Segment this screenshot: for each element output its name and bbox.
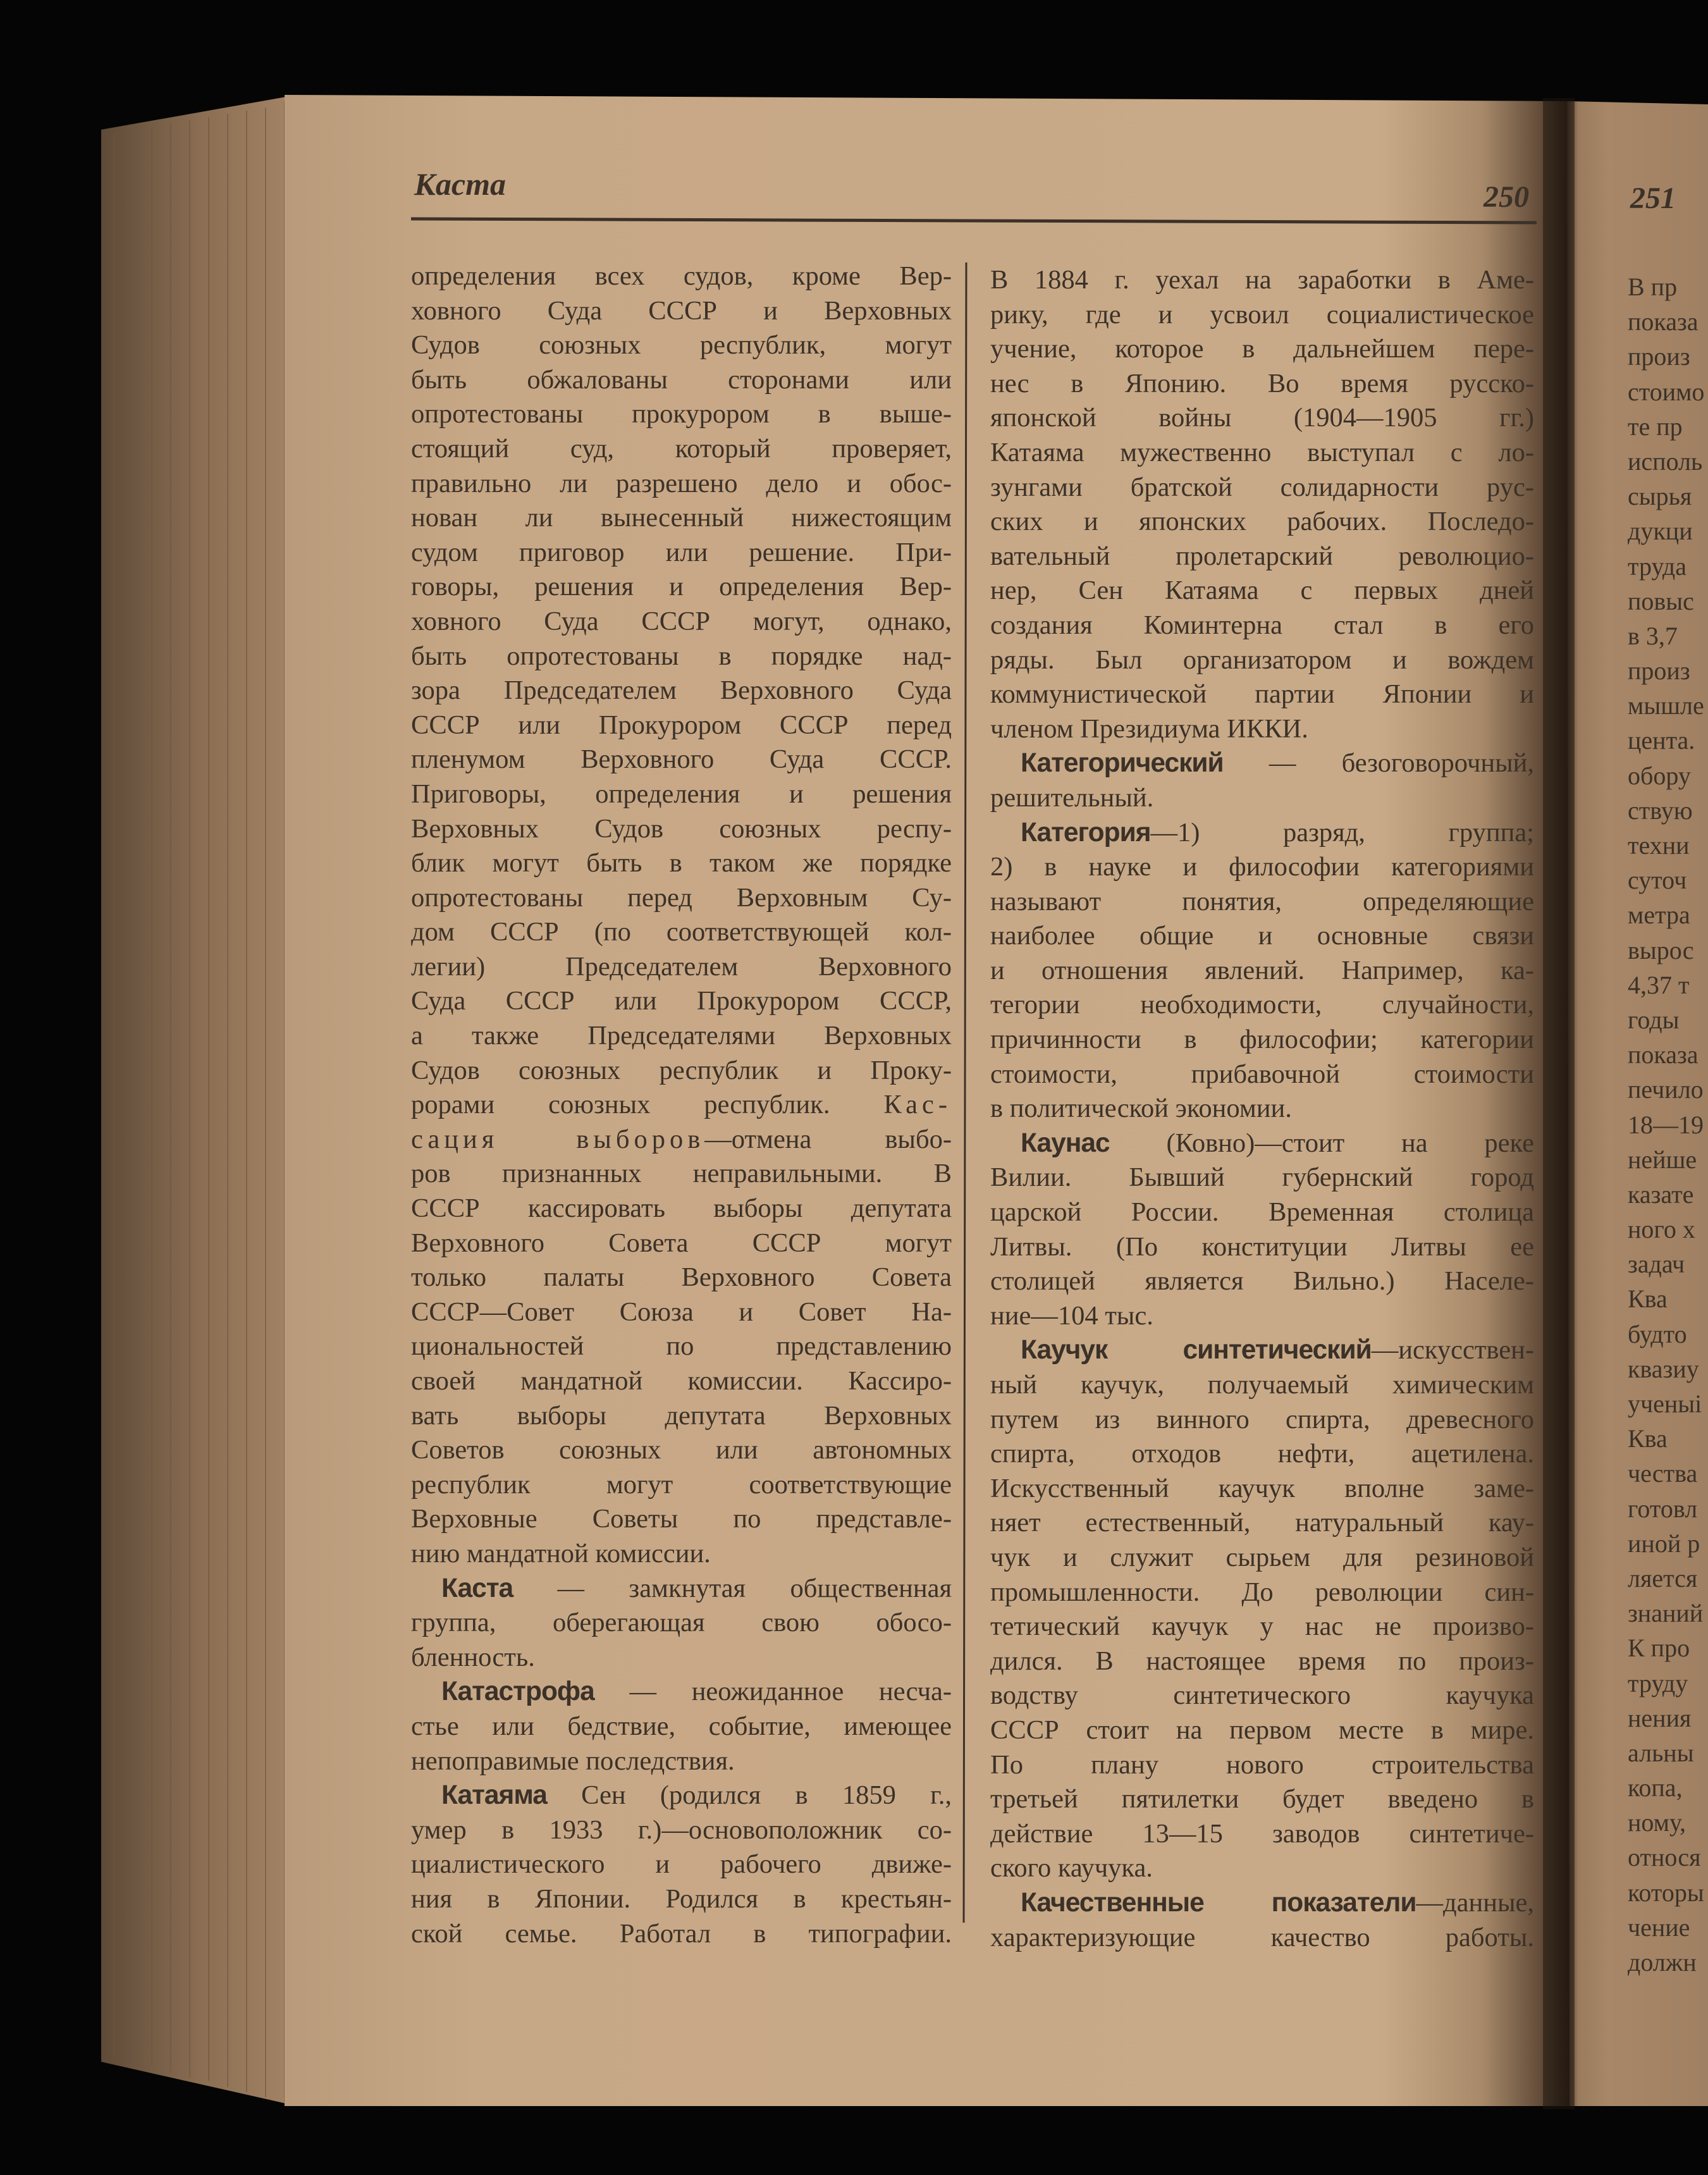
line-text: столицей является Вильно.) Населе-	[990, 1266, 1534, 1297]
line-text: причинности в философии; категории	[990, 1025, 1534, 1055]
text-line	[990, 1161, 1534, 1195]
fragment-line: относя	[1628, 1843, 1701, 1872]
text-line	[411, 1054, 952, 1088]
fragment-line: знаний	[1628, 1599, 1704, 1628]
text-line	[411, 1710, 952, 1744]
text-line	[411, 1917, 952, 1952]
text-line	[990, 677, 1534, 712]
line-text: а также Председателями Верховных	[411, 1021, 952, 1051]
line-text: Литвы. (По конституции Литвы ее	[990, 1231, 1534, 1262]
page-number-left: 250	[1484, 180, 1529, 214]
line-text: вать выборы депутата Верховных	[411, 1400, 952, 1431]
text-line	[411, 1502, 952, 1537]
fragment-line: ному,	[1628, 1808, 1686, 1837]
fragment-line: труда	[1628, 551, 1687, 581]
fragment-line: альны	[1628, 1738, 1694, 1767]
line-text: наиболее общие и основные связи	[990, 921, 1534, 951]
text-line	[411, 1226, 952, 1261]
line-text: создания Коминтерна стал в его	[990, 610, 1534, 640]
fragment-line: показа	[1628, 307, 1699, 336]
entry-term: Катаяма	[441, 1780, 547, 1811]
fragment-line: которы	[1628, 1878, 1704, 1907]
fragment-line: 18—19	[1628, 1110, 1704, 1139]
line-text: вательный пролетарский революцио-	[990, 541, 1534, 571]
line-text: няет естественный, натуральный кау-	[990, 1508, 1534, 1538]
line-text: 2) в науке и философии категориями	[990, 852, 1534, 882]
text-line	[990, 1403, 1534, 1438]
text-line	[990, 1782, 1534, 1817]
fragment-line: ствую	[1628, 796, 1693, 825]
fragment-line: квазиу	[1628, 1354, 1699, 1383]
line-text: ской семье. Работал в типографии.	[411, 1918, 952, 1949]
line-text: говоры, решения и определения Вер-	[411, 572, 952, 602]
line-text: Судов союзных республик и Проку-	[411, 1055, 952, 1085]
text-line	[990, 885, 1534, 920]
fragment-line: Ква	[1628, 1285, 1668, 1314]
entry-term: Каунас	[1021, 1128, 1110, 1158]
text-line	[411, 1572, 952, 1606]
line-text: своей мандатной комиссии. Кассиро-	[411, 1366, 952, 1396]
text-line	[990, 850, 1534, 885]
line-text: стоимости, прибавочной стоимости	[990, 1059, 1534, 1089]
fragment-line: ляется	[1628, 1563, 1698, 1593]
text-line	[990, 1264, 1534, 1299]
line-text: —искусствен-	[1371, 1335, 1534, 1365]
page-number-right: 251	[1630, 182, 1676, 215]
line-text: В 1884 г. уехал на заработки в Аме-	[990, 265, 1534, 295]
entry-term: Качественные показатели	[1021, 1887, 1416, 1918]
fragment-line: нейше	[1628, 1145, 1697, 1174]
text-line	[411, 984, 952, 1019]
line-text: ховного Суда СССР и Верховных	[411, 295, 952, 326]
line-text: Вилии. Бывший губернский город	[990, 1162, 1534, 1193]
fragment-line: те пр	[1628, 412, 1683, 441]
fragment-line: ного х	[1628, 1215, 1695, 1244]
line-text: Верховных Судов союзных респу-	[411, 813, 952, 844]
text-line	[411, 467, 952, 502]
line-text: ный каучук, получаемый химическим	[990, 1370, 1534, 1400]
text-line	[990, 574, 1534, 608]
fragment-line: повыс	[1628, 586, 1694, 615]
fragment-line: чение	[1628, 1913, 1690, 1942]
line-text: Сен (родился в 1859 г.,	[546, 1780, 952, 1811]
fragment-line: копа,	[1628, 1773, 1683, 1802]
line-text: По плану нового строительства	[990, 1749, 1534, 1780]
line-text: Верховные Советы по представле-	[411, 1504, 952, 1534]
entry-term: Катастрофа	[441, 1677, 594, 1707]
left-page-column-1	[411, 259, 952, 1951]
text-line	[990, 1886, 1534, 1921]
line-text: республик могут соответствующие	[411, 1469, 952, 1500]
fragment-line: чества	[1628, 1459, 1698, 1488]
text-line	[411, 1295, 952, 1330]
line-text: стоящий суд, который проверяет,	[411, 433, 952, 464]
text-line	[411, 915, 952, 950]
text-line	[411, 1157, 952, 1192]
line-text: —1) разряд, группа;	[1150, 817, 1534, 847]
fragment-line: ученыі	[1628, 1389, 1702, 1418]
text-line	[990, 1437, 1534, 1472]
line-text: опротестованы прокурором в выше-	[411, 399, 952, 429]
line-text: бленность.	[411, 1642, 535, 1672]
line-text: нес в Японию. Во время русско-	[990, 368, 1534, 398]
text-line	[990, 954, 1534, 989]
text-line	[990, 1368, 1534, 1403]
text-line	[990, 919, 1534, 954]
text-line	[990, 401, 1534, 436]
line-text: водству синтетического каучука	[990, 1680, 1534, 1711]
text-line	[411, 639, 952, 674]
fragment-line: труду	[1628, 1668, 1688, 1697]
text-line	[990, 436, 1534, 471]
line-text: непоправимые последствия.	[411, 1746, 735, 1776]
line-text: — неожиданное несча-	[594, 1677, 952, 1707]
line-text: дился. В настоящее время по произ-	[990, 1646, 1534, 1676]
line-text: решительный.	[990, 782, 1154, 813]
line-text: ров признанных неправильными. В	[411, 1159, 952, 1189]
text-line	[411, 708, 952, 743]
text-line	[990, 367, 1534, 402]
text-line	[411, 1088, 952, 1123]
text-line	[990, 505, 1534, 539]
text-line	[990, 712, 1534, 747]
line-text: ряды. Был организатором и вождем	[990, 644, 1534, 675]
text-line	[411, 674, 952, 708]
fragment-line: должн	[1628, 1948, 1697, 1976]
line-text: СССР стоит на первом месте в мире.	[990, 1715, 1534, 1745]
fragment-line: суточ	[1628, 866, 1687, 895]
text-line	[411, 1433, 952, 1468]
text-line	[411, 846, 952, 881]
text-line	[411, 605, 952, 639]
text-line	[990, 332, 1534, 367]
text-line	[990, 1299, 1534, 1334]
line-text: Верховного Совета СССР могут	[411, 1228, 952, 1258]
line-text: рорами союзных республик.	[411, 1090, 830, 1120]
text-line	[411, 812, 952, 847]
line-text: зора Председателем Верховного Суда	[411, 675, 952, 706]
text-line	[411, 1882, 952, 1917]
fragment-line: техни	[1628, 831, 1690, 860]
line-text: циональностей по представлению	[411, 1331, 952, 1362]
text-line	[411, 1641, 952, 1675]
entry-term: Каучук синтетический	[1021, 1335, 1372, 1365]
line-text: Советов союзных или автономных	[411, 1435, 952, 1465]
line-text: судом приговор или решение. При-	[411, 537, 952, 567]
text-line	[411, 1468, 952, 1503]
line-text: легии) Председателем Верховного	[411, 951, 952, 982]
text-line	[411, 363, 952, 398]
line-text: группа, оберегающая свою обосо-	[411, 1608, 952, 1638]
line-text: нован ли вынесенный нижестоящим	[411, 503, 952, 533]
line-text: Суда СССР или Прокурором СССР,	[411, 986, 952, 1016]
text-line	[411, 950, 952, 985]
line-text: рику, где и усвоил социалистическое	[990, 299, 1534, 330]
text-line	[990, 1921, 1534, 1956]
text-line	[990, 1023, 1534, 1057]
text-line	[990, 1851, 1534, 1886]
text-line	[411, 1192, 952, 1226]
text-line	[990, 988, 1534, 1023]
line-text: только палаты Верховного Совета	[411, 1262, 952, 1293]
text-line	[990, 746, 1534, 781]
text-line	[411, 536, 952, 570]
fragment-line: годы	[1628, 1005, 1680, 1034]
line-text: японской войны (1904—1905 гг.)	[990, 403, 1534, 433]
fragment-line: сырья	[1628, 482, 1692, 511]
fragment-line: вырос	[1628, 935, 1694, 964]
fragment-line: произ	[1628, 656, 1690, 686]
text-line	[411, 1537, 952, 1572]
text-line	[990, 1817, 1534, 1852]
fragment-line: В пр	[1628, 273, 1678, 301]
line-text: и отношения явлений. Например, ка-	[990, 955, 1534, 985]
text-line	[990, 263, 1534, 298]
fragment-line: Ква	[1628, 1424, 1668, 1453]
line-text: нер, Сен Катаяма с первых дней	[990, 576, 1534, 606]
line-text: путем из винного спирта, древесного	[990, 1404, 1534, 1434]
text-line	[411, 1329, 952, 1364]
fragment-line: произ	[1628, 342, 1690, 371]
line-text: тетический каучук у нас не произво-	[990, 1611, 1534, 1642]
text-line	[411, 742, 952, 777]
entry-term: Категория	[1021, 817, 1151, 847]
entry-term: Каста	[441, 1573, 513, 1603]
line-text: ских и японских рабочих. Последо-	[990, 507, 1534, 537]
spaced-term: Кас-	[883, 1090, 952, 1120]
line-text: пленумом Верховного Суда СССР.	[411, 744, 952, 775]
line-text: Искусственный каучук вполне заме-	[990, 1473, 1534, 1503]
line-text: стье или бедствие, событие, имеющее	[411, 1711, 952, 1741]
text-line	[990, 1057, 1534, 1092]
line-text: ховного Суда СССР могут, однако,	[411, 606, 952, 636]
line-text: Приговоры, определения и решения	[411, 779, 952, 809]
line-text: быть опротестованы в порядке над-	[411, 641, 952, 671]
text-line	[411, 1123, 952, 1157]
line-text: членом Президиума ИККИ.	[990, 713, 1308, 744]
entry-term: Категорический	[1021, 748, 1224, 779]
line-text: Судов союзных республик, могут	[411, 330, 952, 360]
text-line	[411, 777, 952, 812]
line-text: блик могут быть в таком же порядке	[411, 848, 952, 878]
line-text: (Ковно)—стоит на реке	[1109, 1128, 1534, 1158]
line-text: — замкнутая общественная	[513, 1573, 952, 1603]
line-text: СССР кассировать выборы депутата	[411, 1193, 952, 1224]
fragment-line: исполь	[1628, 447, 1703, 476]
line-text: в политической экономии.	[990, 1094, 1292, 1124]
text-line	[411, 501, 952, 536]
spaced-term: сация выборов	[411, 1124, 705, 1154]
text-line	[411, 1399, 952, 1434]
line-text: называют понятия, определяющие	[990, 886, 1534, 916]
text-line	[411, 1847, 952, 1882]
line-text: характеризующие качество работы.	[990, 1922, 1534, 1952]
text-line	[411, 1606, 952, 1641]
text-line	[990, 816, 1534, 851]
line-text: Катаяма мужественно выступал с ло-	[990, 437, 1534, 467]
fragment-line: мышле	[1628, 691, 1704, 720]
line-text: тегории необходимости, случайности,	[990, 990, 1534, 1020]
right-page-column-fragments	[1628, 269, 1707, 1980]
fragment-line: обору	[1628, 761, 1691, 790]
fragment-line: задач	[1628, 1250, 1685, 1279]
text-line	[990, 1541, 1534, 1575]
text-line	[990, 471, 1534, 505]
text-line	[411, 1364, 952, 1399]
line-text: действие 13—15 заводов синтетиче-	[990, 1818, 1534, 1849]
text-line	[411, 432, 952, 467]
line-text: ние—104 тыс.	[990, 1300, 1153, 1331]
text-line	[990, 643, 1534, 678]
text-line	[990, 1333, 1534, 1368]
fragment-line: будто	[1628, 1319, 1687, 1348]
line-text: ского каучука.	[990, 1853, 1153, 1883]
text-line	[990, 1472, 1534, 1506]
text-line	[990, 1092, 1534, 1126]
fragment-line: стоимо	[1628, 377, 1705, 406]
text-line	[411, 1260, 952, 1295]
text-line	[990, 1644, 1534, 1679]
line-text: дом СССР (по соответствующей кол-	[411, 917, 952, 947]
left-page-column-2	[990, 263, 1534, 1955]
fragment-line: в 3,7	[1628, 621, 1678, 650]
text-line	[411, 328, 952, 363]
text-line	[990, 1610, 1534, 1644]
line-text: учение, которое в дальнейшем пере-	[990, 334, 1534, 364]
line-text: царской России. Временная столица	[990, 1197, 1534, 1228]
text-line	[411, 1675, 952, 1710]
line-text: третьей пятилетки будет введено в	[990, 1784, 1534, 1815]
text-line	[990, 1230, 1534, 1265]
fragment-line: цента.	[1628, 726, 1695, 755]
fragment-line: иной р	[1628, 1529, 1700, 1558]
text-line	[411, 294, 952, 329]
running-header: Каста	[414, 166, 506, 202]
fragment-line: печило	[1628, 1075, 1704, 1104]
fragment-line: дукци	[1628, 517, 1693, 546]
text-line	[411, 1778, 952, 1813]
line-text: умер в 1933 г.)—основоположник со-	[411, 1815, 952, 1845]
line-text: —данные,	[1416, 1887, 1534, 1918]
line-text: нию мандатной комиссии.	[411, 1538, 711, 1568]
text-line	[990, 539, 1534, 574]
text-line	[990, 1748, 1534, 1783]
text-line	[411, 1813, 952, 1848]
line-text: промышленности. До революции син-	[990, 1577, 1534, 1607]
line-text: СССР—Совет Союза и Совет На-	[411, 1297, 952, 1327]
line-text: — безоговорочный,	[1223, 748, 1534, 779]
text-line	[990, 1195, 1534, 1230]
fragment-line: показа	[1628, 1040, 1699, 1069]
text-line	[990, 781, 1534, 816]
line-text: циалистического и рабочего движе-	[411, 1849, 952, 1880]
text-line	[990, 1713, 1534, 1748]
line-text: ния в Японии. Родился в крестьян-	[411, 1883, 952, 1914]
text-line	[990, 1575, 1534, 1610]
text-line	[411, 570, 952, 605]
line-text: СССР или Прокурором СССР перед	[411, 710, 952, 740]
line-text: —отмена выбо-	[704, 1124, 952, 1154]
text-line	[990, 608, 1534, 643]
text-line	[990, 1126, 1534, 1161]
text-line	[411, 1019, 952, 1054]
text-line	[411, 881, 952, 916]
text-line	[990, 298, 1534, 333]
fragment-line: нения	[1628, 1703, 1692, 1732]
line-text: коммунистической партии Японии и	[990, 679, 1534, 710]
text-line	[990, 1679, 1534, 1713]
fragment-line: казате	[1628, 1180, 1694, 1209]
line-text: опротестованы перед Верховным Су-	[411, 882, 952, 913]
fragment-line: метра	[1628, 901, 1690, 930]
fragment-line: готовл	[1628, 1494, 1698, 1523]
text-line	[990, 1506, 1534, 1541]
line-text: зунгами братской солидарности рус-	[990, 472, 1534, 502]
text-line	[411, 1744, 952, 1779]
text-line	[411, 397, 952, 432]
line-text: определения всех судов, кроме Вер-	[411, 261, 952, 291]
fragment-line: К про	[1628, 1634, 1690, 1663]
line-text: правильно ли разрешено дело и обос-	[411, 468, 952, 498]
fragment-line: 4,37 т	[1628, 970, 1690, 999]
line-text: чук и служит сырьем для резиновой	[990, 1542, 1534, 1572]
line-text: спирта, отходов нефти, ацетилена.	[990, 1439, 1534, 1469]
line-text: быть обжалованы сторонами или	[411, 364, 952, 395]
text-line	[411, 259, 952, 294]
